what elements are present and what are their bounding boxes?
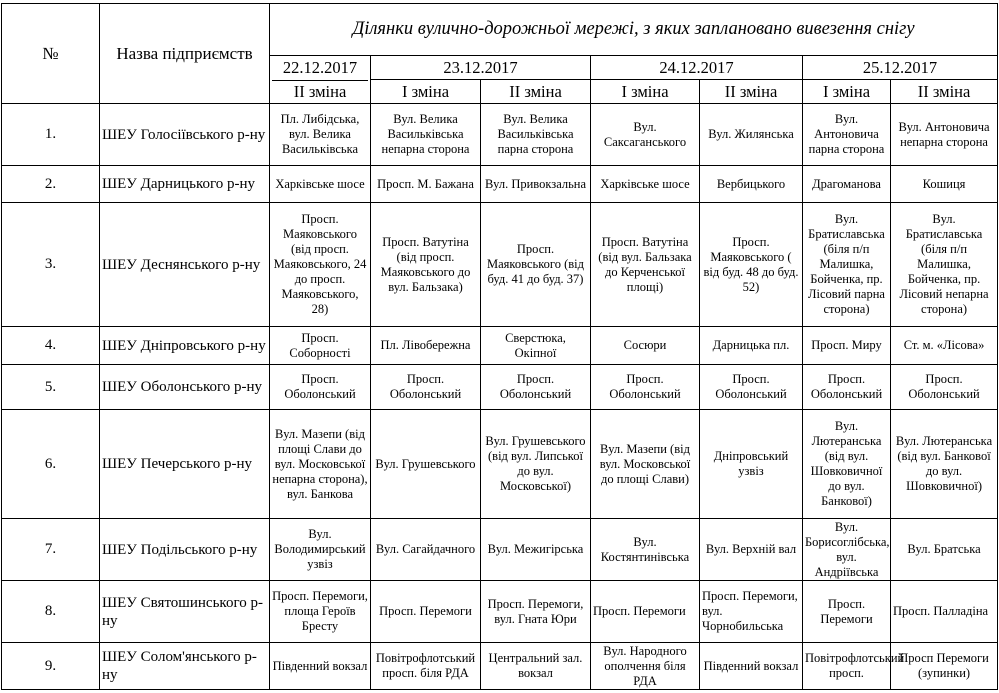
header-shift-24-1: І зміна [591,80,700,104]
cell-25-i: Вул. Лютеранська (від вул. Шовковичної до вул. Банкової) [803,410,891,519]
enterprise-name: ШЕУ Деснянського р-ну [100,203,270,327]
table-row [2,410,998,519]
cell-24-ii: Просп. Оболонський [700,365,803,410]
enterprise-name: ШЕУ Святошинського р-ну [100,581,270,643]
header-shift-25-2: ІІ зміна [891,80,998,104]
enterprise-name: ШЕУ Солом'янського р-ну [100,643,270,690]
cell-24-ii: Просп. Маяковського ( від буд. 48 до буд. 52) [700,203,803,327]
cell-22-ii: Просп. Соборності [270,327,371,365]
row-number: 2. [2,166,100,203]
row-number: 1. [2,104,100,166]
table-row [2,104,998,166]
cell-25-ii: Просп Перемоги (зупинки) [891,643,998,690]
header-date-24-12: 24.12.2017 [591,56,803,80]
row-number: 4. [2,327,100,365]
cell-25-ii: Просп. Оболонський [891,365,998,410]
cell-23-i: Вул. Грушевського [371,410,481,519]
table-row [2,643,998,690]
cell-22-ii: Південний вокзал [270,643,371,690]
cell-24-i: Вул. Мазепи (від вул. Московської до площі Слави) [591,410,700,519]
cell-22-ii: Просп. Перемоги, площа Героїв Бресту [270,581,371,643]
cell-24-i: Вул. Народного ополчення біля РДА [591,643,700,690]
cell-25-ii: Ст. м. «Лісова» [891,327,998,365]
header-date-22-12-shift: ІІ зміна [293,82,347,101]
table-row [2,365,998,410]
cell-23-i: Просп. М. Бажана [371,166,481,203]
header-enterprise-name: Назва підприємств [100,4,270,104]
cell-23-ii: Просп. Перемоги, вул. Гната Юри [481,581,591,643]
enterprise-name: ШЕУ Подільського р-ну [100,519,270,581]
cell-24-ii: Дарницька пл. [700,327,803,365]
header-number: № [2,4,100,104]
cell-23-ii: Просп. Оболонський [481,365,591,410]
cell-23-ii: Вул. Межигірська [481,519,591,581]
row-number: 5. [2,365,100,410]
cell-25-i: Драгоманова [803,166,891,203]
row-number: 8. [2,581,100,643]
cell-25-i: Просп. Оболонський [803,365,891,410]
snow-removal-table [1,3,998,690]
table-row [2,203,998,327]
cell-25-ii: Кошиця [891,166,998,203]
table-row [2,519,998,581]
cell-24-ii: Вул. Жилянська [700,104,803,166]
cell-23-ii: Центральний зал. вокзал [481,643,591,690]
cell-22-ii: Пл. Либідська, вул. Велика Васильківська [270,104,371,166]
table-row [2,581,998,643]
enterprise-name: ШЕУ Дарницького р-ну [100,166,270,203]
cell-23-ii: Вул. Грушевського (від вул. Липської до вул. Московської) [481,410,591,519]
cell-25-i: Просп. Миру [803,327,891,365]
header-title: Ділянки вулично-дорожньої мережі, з яких заплановано вивезення снігу [270,4,998,56]
header-date-22-12 [270,56,371,104]
enterprise-name: ШЕУ Голосіївського р-ну [100,104,270,166]
cell-24-ii: Вербицького [700,166,803,203]
cell-22-ii: Вул. Мазепи (від площі Слави до вул. Московської непарна сторона), вул. Банкова [270,410,371,519]
cell-24-ii: Дніпровський узвіз [700,410,803,519]
cell-24-ii: Просп. Перемоги, вул. Чорнобильська [700,581,803,643]
cell-24-i: Вул. Саксаганського [591,104,700,166]
row-number: 3. [2,203,100,327]
enterprise-name: ШЕУ Оболонського р-ну [100,365,270,410]
row-number: 7. [2,519,100,581]
cell-24-i: Харківське шосе [591,166,700,203]
cell-25-ii: Просп. Палладіна [891,581,998,643]
cell-23-i: Пл. Лівобережна [371,327,481,365]
cell-24-i: Вул. Костянтинівська [591,519,700,581]
header-date-23-12: 23.12.2017 [371,56,591,80]
header-date-25-12: 25.12.2017 [803,56,998,80]
cell-23-i: Повітрофлотський просп. біля РДА [371,643,481,690]
cell-23-i: Просп. Перемоги [371,581,481,643]
cell-25-i: Просп. Перемоги [803,581,891,643]
cell-23-ii: Вул. Привокзальна [481,166,591,203]
header-shift-23-1: І зміна [371,80,481,104]
header-shift-24-2: ІІ зміна [700,80,803,104]
cell-23-i: Вул. Сагайдачного [371,519,481,581]
header-date-22-12-date: 22.12.2017 [272,56,368,81]
cell-23-i: Вул. Велика Васильківська непарна сторона [371,104,481,166]
cell-25-i: Повітрофлотський просп. [803,643,891,690]
cell-25-ii: Вул. Братиславська (біля п/п Малишка, Бойченка, пр. Лісовий непарна сторона) [891,203,998,327]
cell-25-i: Вул. Братиславська (біля п/п Малишка, Бойченка, пр. Лісовий парна сторона) [803,203,891,327]
cell-25-i: Вул. Антоновича парна сторона [803,104,891,166]
cell-24-ii: Південний вокзал [700,643,803,690]
enterprise-name: ШЕУ Печерського р-ну [100,410,270,519]
cell-23-i: Просп. Ватутіна (від просп. Маяковського до вул. Бальзака) [371,203,481,327]
cell-23-ii: Просп. Маяковського (від буд. 41 до буд. 37) [481,203,591,327]
cell-23-ii: Сверстюка, Окіпної [481,327,591,365]
table-row [2,166,998,203]
table-row [2,327,998,365]
header-shift-23-2: ІІ зміна [481,80,591,104]
cell-25-ii: Вул. Лютеранська (від вул. Банкової до вул. Шовковичної) [891,410,998,519]
cell-22-ii: Харківське шосе [270,166,371,203]
cell-23-ii: Вул. Велика Васильківська парна сторона [481,104,591,166]
cell-23-i: Просп. Оболонський [371,365,481,410]
cell-24-i: Просп. Оболонський [591,365,700,410]
cell-24-i: Сосюри [591,327,700,365]
cell-22-ii: Просп. Маяковського (від просп. Маяковського, 24 до просп. Маяковського, 28) [270,203,371,327]
cell-22-ii: Вул. Володимирський узвіз [270,519,371,581]
row-number: 9. [2,643,100,690]
cell-25-ii: Вул. Братська [891,519,998,581]
cell-25-i: Вул. Борисоглібська, вул. Андріївська [803,519,891,581]
cell-25-ii: Вул. Антоновича непарна сторона [891,104,998,166]
header-shift-25-1: І зміна [803,80,891,104]
row-number: 6. [2,410,100,519]
cell-24-ii: Вул. Верхній вал [700,519,803,581]
cell-24-i: Просп. Перемоги [591,581,700,643]
enterprise-name: ШЕУ Дніпровського р-ну [100,327,270,365]
cell-24-i: Просп. Ватутіна (від вул. Бальзака до Керченської площі) [591,203,700,327]
cell-22-ii: Просп. Оболонський [270,365,371,410]
